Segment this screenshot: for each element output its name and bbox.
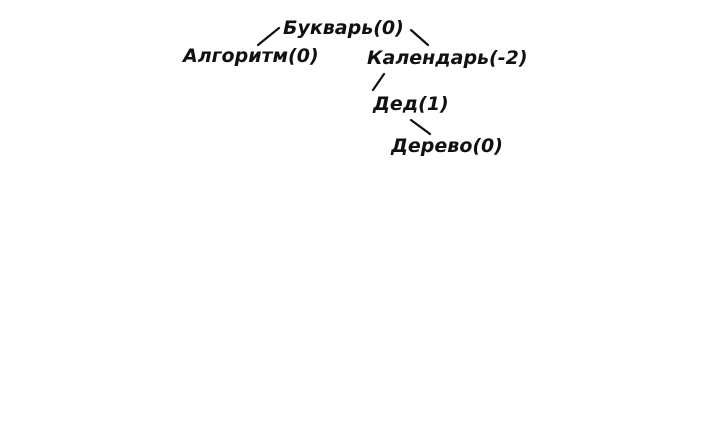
node-right-child: Дед(1) [373, 93, 449, 115]
node-root: Букварь(0) [283, 17, 404, 39]
node-grandchild: Дерево(0) [391, 135, 503, 157]
node-right: Календарь(-2) [367, 47, 528, 69]
node-left: Алгоритм(0) [183, 45, 319, 67]
